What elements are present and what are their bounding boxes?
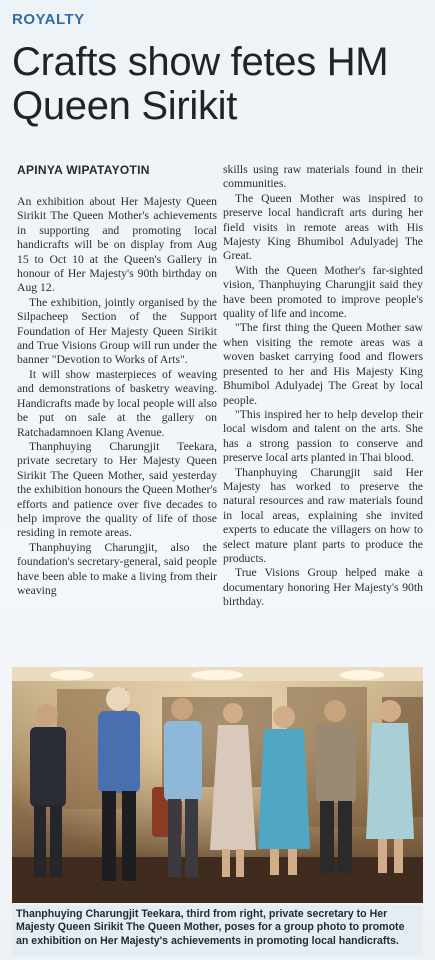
headline: Crafts show fetes HM Queen Sirikit (12, 40, 389, 128)
group-photo (12, 667, 423, 903)
byline: APINYA WIPATAYOTIN (17, 163, 150, 177)
article-column-left (17, 195, 217, 598)
paragraph: "The first thing the Queen Mother saw when visiting the remote areas was a woven basket carrying food and flowers presented to her and His Majesty King Bhumibol Adulyadej The Great by local people. (223, 321, 423, 407)
group-photo-illustration (12, 667, 423, 903)
section-label: ROYALTY (12, 11, 85, 28)
paragraph: Thanphuying Charungjit said Her Majesty has worked to preserve the natural resources and raw materials found in local areas, explaining she invited experts to educate the villagers on how to select mature plant parts to produce the products. (223, 465, 423, 565)
paragraph: skills using raw materials found in their communities. (223, 163, 423, 191)
paragraph: The exhibition, jointly organised by the Silpacheep Section of the Support Foundation of Her Majesty Queen Sirikit and True Visions Group will run under the banner "Devotion to Works of Arts". (17, 295, 217, 367)
paragraph: True Visions Group helped make a documentary honoring Her Majesty's 90th birthday. (223, 566, 423, 609)
paragraph: With the Queen Mother's far-sighted vision, Thanphuying Charungjit said they have been promoted to improve people's quality of life and income. (223, 263, 423, 321)
paragraph: An exhibition about Her Majesty Queen Sirikit The Queen Mother's achievements in supporting and promoting local handicrafts will be on display from Aug 15 to Oct 10 at the Queen's Gallery in honour of Her Majesty's 90th birthday on Aug 12. (17, 195, 217, 295)
article-column-right (223, 163, 423, 610)
photo-caption: Thanphuying Charungjit Teekara, third from right, private secretary to Her Majesty Queen Sirikit The Queen Mother, poses for a group photo to promote an exhibition on Her Majesty's achievements in promoting local handicrafts. (12, 905, 423, 957)
paragraph: Thanphuying Charungjit, also the foundation's secretary-general, said people have been able to make a living from their weaving (17, 540, 217, 597)
paragraph: The Queen Mother was inspired to preserve local handicraft arts during her field visits in remote areas with His Majesty King Bhumibol Adulyadej The Great. (223, 191, 423, 263)
paragraph: It will show masterpieces of weaving and demonstrations of basketry weaving. Handicrafts made by local people will also be put on sale at the gallery on Ratchadamnoen Klang Avenue. (17, 367, 217, 439)
paragraph: Thanphuying Charungjit Teekara, private secretary to Her Majesty Queen Sirikit The Queen Mother, said yesterday the exhibition honours the Queen Mother's efforts and patience over five decades to help improve the quality of life of those residing in remote areas. (17, 439, 217, 540)
paragraph: "This inspired her to help develop their local wisdom and talent on the arts. She has a strong passion to conserve and preserve local arts planted in Thai blood. (223, 407, 423, 465)
